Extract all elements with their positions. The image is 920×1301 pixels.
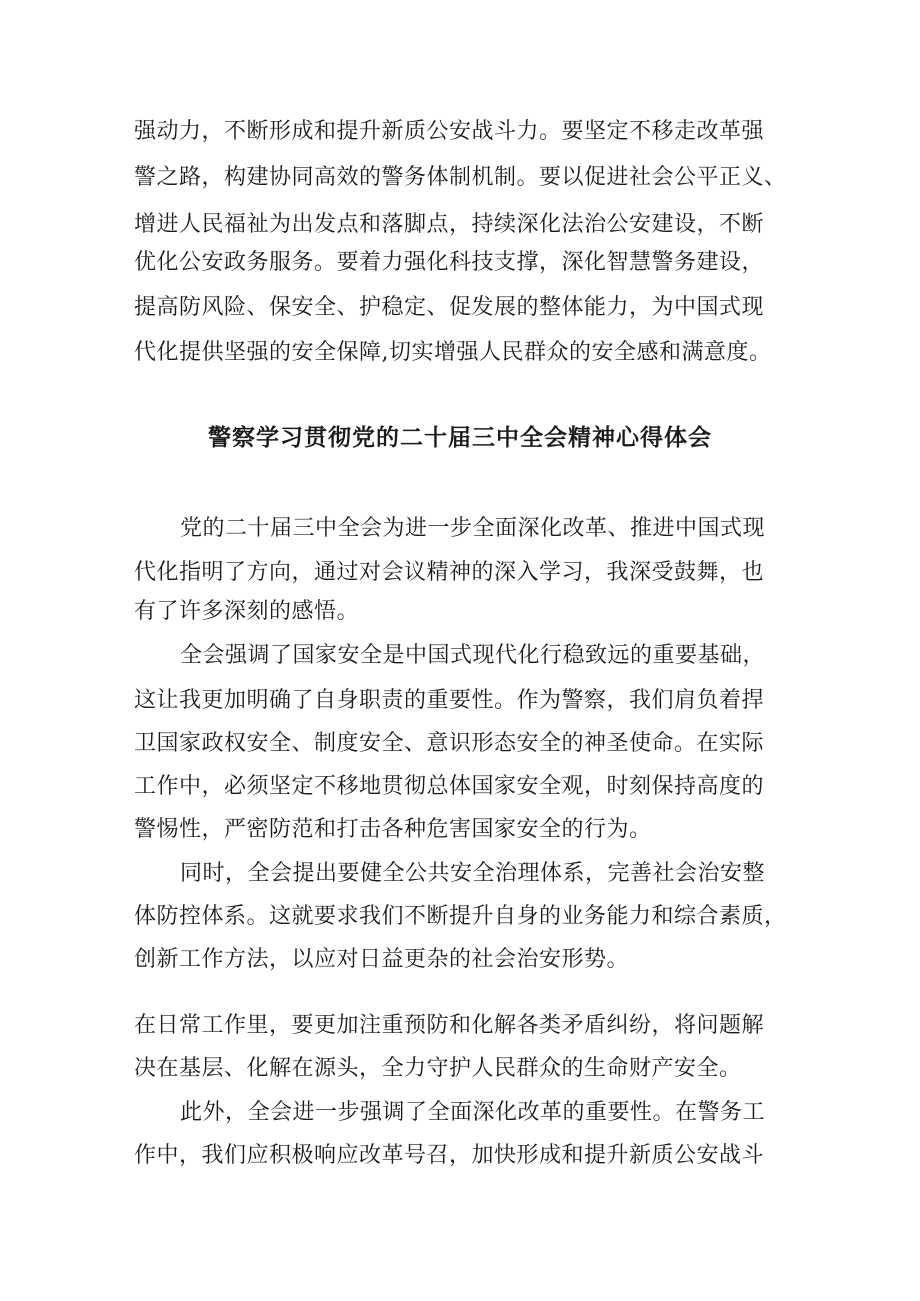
text-line: 强动力，不断形成和提升新质公安战斗力。要坚定不移走改革强: [134, 119, 765, 144]
text-line: 优化公安政务服务。要着力强化科技支撑，深化智慧警务建设，: [134, 250, 765, 275]
document-title: 警察学习贯彻党的二十届三中全会精神心得体会: [208, 425, 712, 451]
text-line: 全会强调了国家安全是中国式现代化行稳致远的重要基础，: [180, 643, 766, 668]
text-line: 提高防风险、保安全、护稳定、促发展的整体能力，为中国式现: [134, 295, 765, 320]
text-line: 警惕性，严密防范和打击各种危害国家安全的行为。: [134, 817, 652, 842]
text-line: 卫国家政权安全、制度安全、意识形态安全的神圣使命。在实际: [134, 731, 765, 756]
text-line: 党的二十届三中全会为进一步全面深化改革、推进中国式现: [180, 516, 766, 541]
text-line: 同时，全会提出要健全公共安全治理体系，完善社会治安整: [180, 861, 766, 886]
text-line: 决在基层、化解在源头，全力守护人民群众的生命财产安全。: [134, 1056, 742, 1081]
text-line: 有了许多深刻的感悟。: [134, 599, 360, 624]
text-line: 代化指明了方向，通过对会议精神的深入学习，我深受鼓舞，也: [134, 560, 765, 585]
text-line: 工作中，必须坚定不移地贯彻总体国家安全观，时刻保持高度的: [134, 774, 765, 799]
text-line: 此外，全会进一步强调了全面深化改革的重要性。在警务工: [180, 1100, 766, 1125]
text-line: 在日常工作里，要更加注重预防和化解各类矛盾纠纷，将问题解: [134, 1013, 765, 1038]
text-line: 增进人民福祉为出发点和落脚点，持续深化法治公安建设，不断: [134, 212, 765, 237]
text-line: 体防控体系。这就要求我们不断提升自身的业务能力和综合素质，: [134, 904, 787, 929]
text-line: 这让我更加明确了自身职责的重要性。作为警察，我们肩负着捍: [134, 688, 765, 713]
text-line: 创新工作方法，以应对日益更杂的社会治安形势。: [134, 947, 630, 972]
text-line: 作中，我们应积极响应改革号召，加快形成和提升新质公安战斗: [134, 1143, 765, 1168]
text-line: 警之路，构建协同高效的警务体制机制。要以促进社会公平正义、: [134, 165, 787, 190]
text-line: 代化提供坚强的安全保障,切实增强人民群众的安全感和满意度。: [134, 340, 772, 365]
